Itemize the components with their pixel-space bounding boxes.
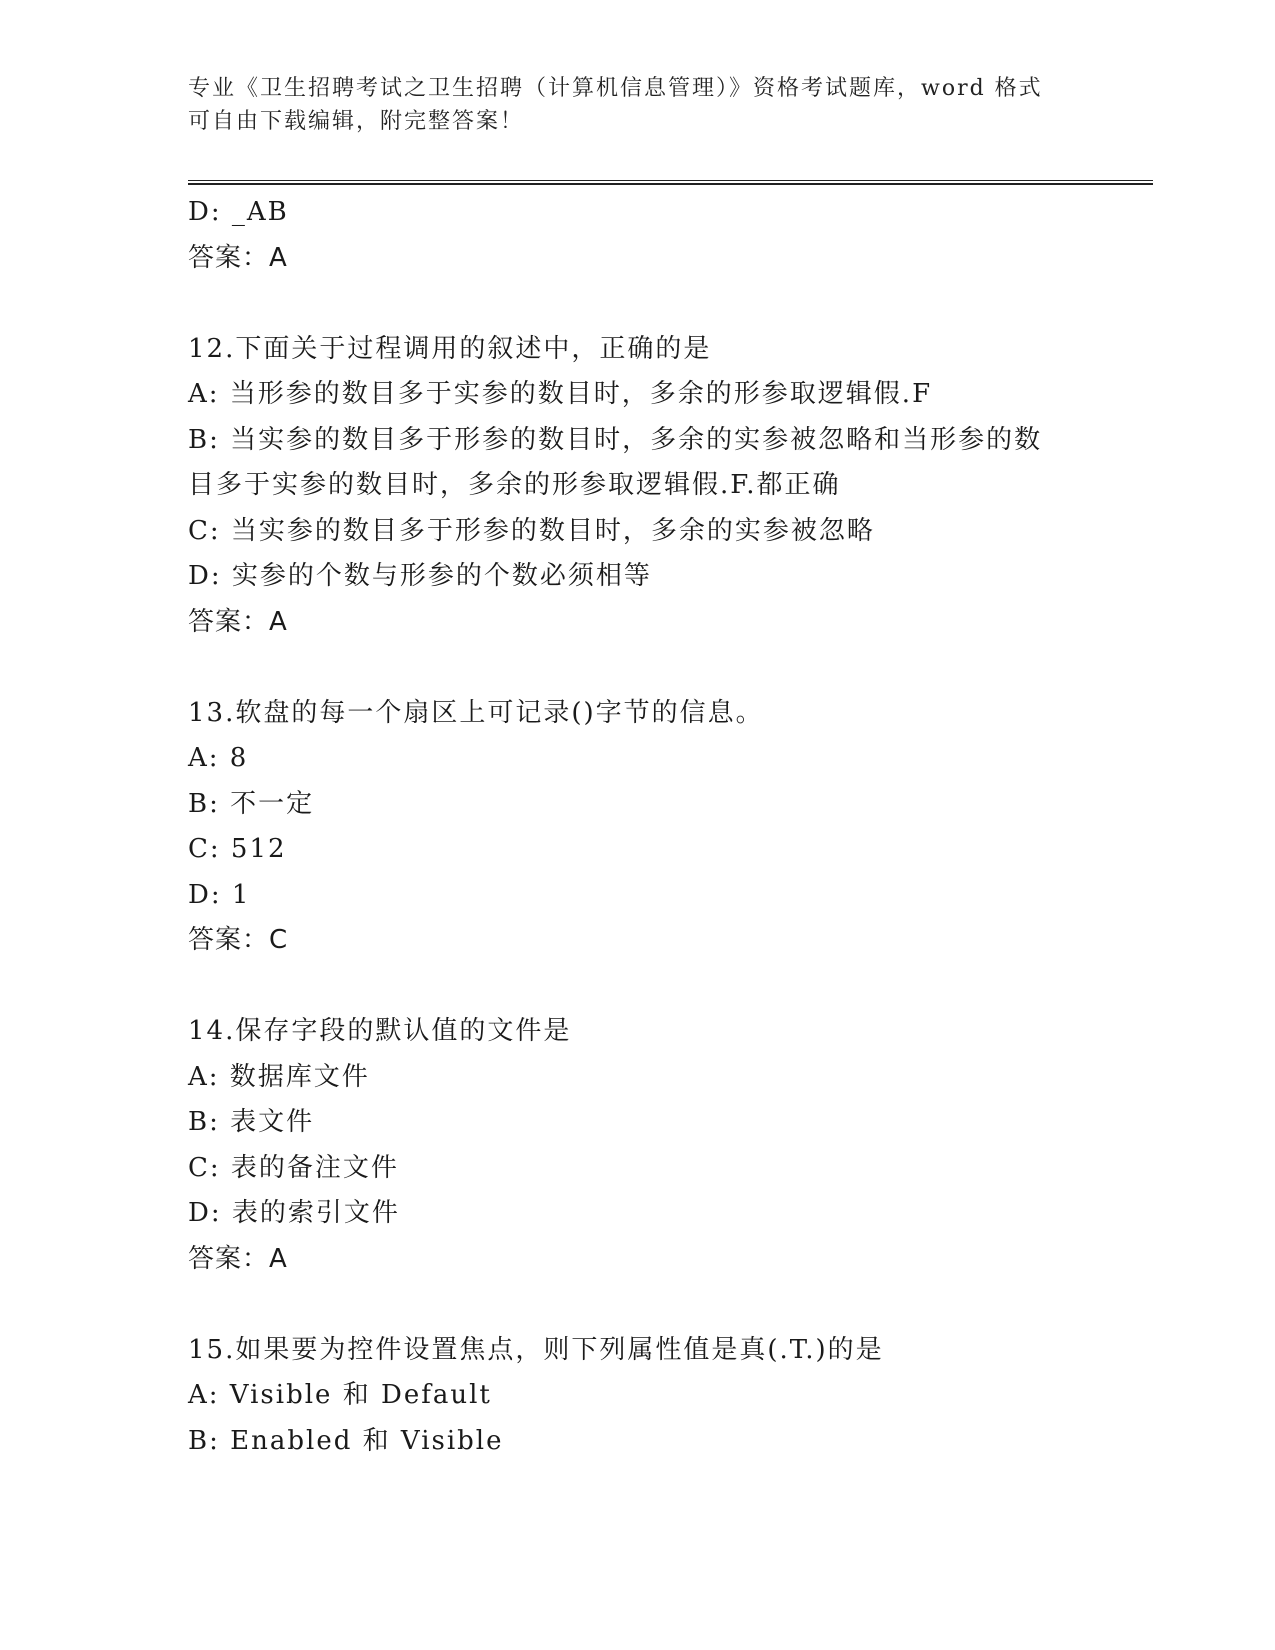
- option-a: A: 数据库文件: [188, 1061, 370, 1092]
- option-b: B: 不一定: [188, 788, 315, 819]
- option-a: A: Visible 和 Default: [188, 1380, 492, 1410]
- answer-line: 答案：A: [188, 1243, 288, 1274]
- question-stem: 15.如果要为控件设置焦点，则下列属性值是真(.T.)的是: [188, 1334, 884, 1365]
- option-b: B: Enabled 和 Visible: [188, 1425, 504, 1456]
- option-c: C: 表的备注文件: [188, 1152, 399, 1183]
- option-c: C: 当实参的数目多于形参的数目时，多余的实参被忽略: [188, 515, 875, 546]
- answer-line: 答案：A: [188, 606, 288, 637]
- question-list: [188, 190, 1088, 1464]
- header-line-2: 可自由下载编辑，附完整答案！: [188, 109, 525, 134]
- option-b: B: 表文件: [188, 1107, 315, 1137]
- option-c: C: 512: [188, 834, 287, 864]
- option-d: D: 表的索引文件: [188, 1198, 400, 1228]
- header-divider-thick: [188, 183, 1153, 185]
- spacer: [188, 645, 1088, 691]
- spacer: [188, 1282, 1088, 1328]
- document-header: [188, 72, 1088, 138]
- option-a: A: 当形参的数目多于实参的数目时，多余的形参取逻辑假.F: [188, 379, 933, 409]
- question-block-15: [188, 1328, 1088, 1465]
- question-block-12: [188, 327, 1088, 646]
- option-d: D: _AB: [188, 197, 289, 227]
- spacer: [188, 281, 1088, 327]
- header-divider-thin: [188, 180, 1153, 181]
- option-a: A: 8: [188, 743, 249, 773]
- option-d: D: 实参的个数与形参的个数必须相等: [188, 561, 652, 591]
- question-block-14: [188, 1009, 1088, 1282]
- question-block-13: [188, 691, 1088, 964]
- question-stem: 13.软盘的每一个扇区上可记录()字节的信息。: [188, 697, 764, 728]
- header-line-1: 专业《卫生招聘考试之卫生招聘（计算机信息管理）》资格考试题库，word 格式: [188, 76, 1043, 101]
- option-b: B: 当实参的数目多于形参的数目时，多余的实参被忽略和当形参的数: [188, 424, 1043, 455]
- option-d: D: 1: [188, 879, 251, 910]
- answer-line: 答案：A: [188, 242, 288, 273]
- question-block-11: [188, 190, 1088, 281]
- answer-line: 答案：C: [188, 925, 289, 955]
- question-stem: 12.下面关于过程调用的叙述中，正确的是: [188, 333, 712, 364]
- option-b-continuation: 目多于实参的数目时，多余的形参取逻辑假.F.都正确: [188, 470, 841, 500]
- question-stem: 14.保存字段的默认值的文件是: [188, 1016, 572, 1046]
- spacer: [188, 964, 1088, 1010]
